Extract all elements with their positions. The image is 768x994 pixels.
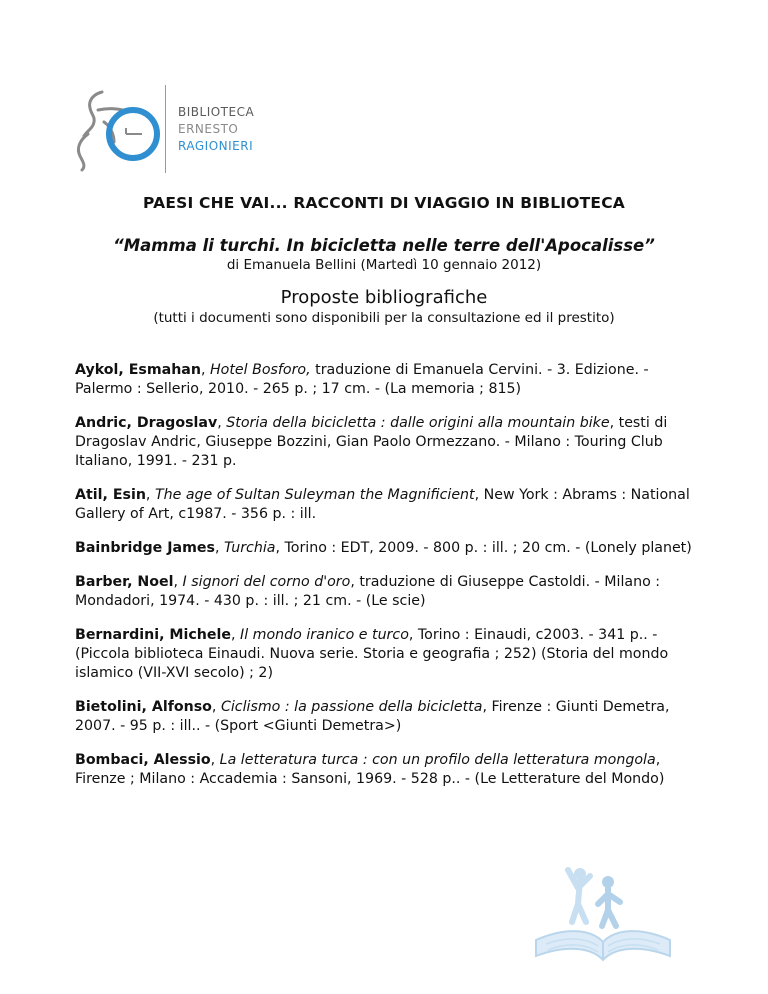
entry-title: Hotel Bosforo, (210, 362, 311, 378)
library-name-line2: ERNESTO (178, 122, 239, 136)
library-name-line1: BIBLIOTECA (178, 105, 255, 119)
entry-title: Il mondo iranico e turco (240, 627, 409, 643)
event-author-date: di Emanuela Bellini (Martedì 10 gennaio 2012) (226, 257, 542, 273)
bibliography-entry (75, 414, 700, 471)
logo-divider (165, 85, 166, 173)
bibliography-entry (75, 698, 700, 736)
entry-details: , testi di Dragoslav Andric, Giuseppe Bozzini, Gian Paolo Ormezzano. - Milano : Touring Club Italiano, 1991. - 231 p. (75, 415, 668, 469)
entry-author: Bernardini, Michele (75, 627, 232, 643)
entry-author: Bietolini, Alfonso (75, 699, 212, 715)
entry-details: traduzione di Emanuela Cervini. - 3. Edizione. - Palermo : Sellerio, 2010. - 265 p. ; 17 cm. - (La memoria ; 815) (75, 362, 649, 397)
bibliography-entry (75, 751, 700, 789)
entry-author: Aykol, Esmahan (75, 362, 201, 378)
section-title: Proposte bibliografiche (280, 287, 488, 308)
entry-author: Barber, Noel (75, 574, 174, 590)
bibliography-list (75, 361, 700, 804)
readers-on-book-icon (528, 860, 678, 970)
entry-author: Andric, Dragoslav (75, 415, 218, 431)
entry-title: The age of Sultan Suleyman the Magnificient (154, 487, 475, 503)
entry-author: Atil, Esin (75, 487, 146, 503)
library-name-line3: RAGIONIERI (178, 139, 254, 153)
entry-details: , Firenze ; Milano : Accademia : Sansoni, 1969. - 528 p.. - (Le Letterature del Mondo) (75, 752, 665, 787)
entry-details: , Firenze : Giunti Demetra, 2007. - 95 p. : ill.. - (Sport <Giunti Demetra>) (75, 699, 670, 734)
library-name (178, 104, 254, 155)
bibliography-entry (75, 539, 700, 558)
entry-separator: , (217, 415, 227, 431)
entry-details: , Torino : EDT, 2009. - 800 p. : ill. ; 20 cm. - (Lonely planet) (275, 540, 692, 556)
entry-author: Bainbridge James (75, 540, 215, 556)
bibliography-entry (75, 573, 700, 611)
entry-separator: , (231, 627, 241, 643)
entry-title: Turchia (223, 540, 276, 556)
entry-details: , Torino : Einaudi, c2003. - 341 p.. - (Piccola biblioteca Einaudi. Nuova serie. Storia e geografia ; 252) (Storia del mondo islamico (VII-XVI secolo) ; 2) (75, 627, 669, 681)
entry-separator: , (210, 752, 220, 768)
availability-note: (tutti i documenti sono disponibili per la consultazione ed il prestito) (153, 310, 615, 326)
entry-separator: , (211, 699, 221, 715)
bibliography-entry (75, 486, 700, 524)
event-title: “Mamma li turchi. In bicicletta nelle terre dell'Apocalisse” (113, 236, 655, 255)
entry-details: , traduzione di Giuseppe Castoldi. - Milano : Mondadori, 1974. - 430 p. : ill. ; 21 cm. - (Le scie) (75, 574, 661, 609)
entry-separator: , (145, 487, 155, 503)
entry-title: Ciclismo : la passione della bicicletta (220, 699, 483, 715)
bibliography-entry (75, 361, 700, 399)
entry-title: La letteratura turca : con un profilo della letteratura mongola (219, 752, 656, 768)
bibliography-entry (75, 626, 700, 683)
entry-author: Bombaci, Alessio (75, 752, 211, 768)
page-title: PAESI CHE VAI... RACCONTI DI VIAGGIO IN BIBLIOTECA (143, 194, 625, 212)
entry-separator: , (200, 362, 211, 378)
entry-title: I signori del corno d'oro (182, 574, 351, 590)
entry-details: , New York : Abrams : National Gallery of Art, c1987. - 356 p. : ill. (75, 487, 690, 522)
entry-title: Storia della bicicletta : dalle origini alla mountain bike (226, 415, 610, 431)
entry-separator: , (214, 540, 224, 556)
entry-separator: , (173, 574, 183, 590)
